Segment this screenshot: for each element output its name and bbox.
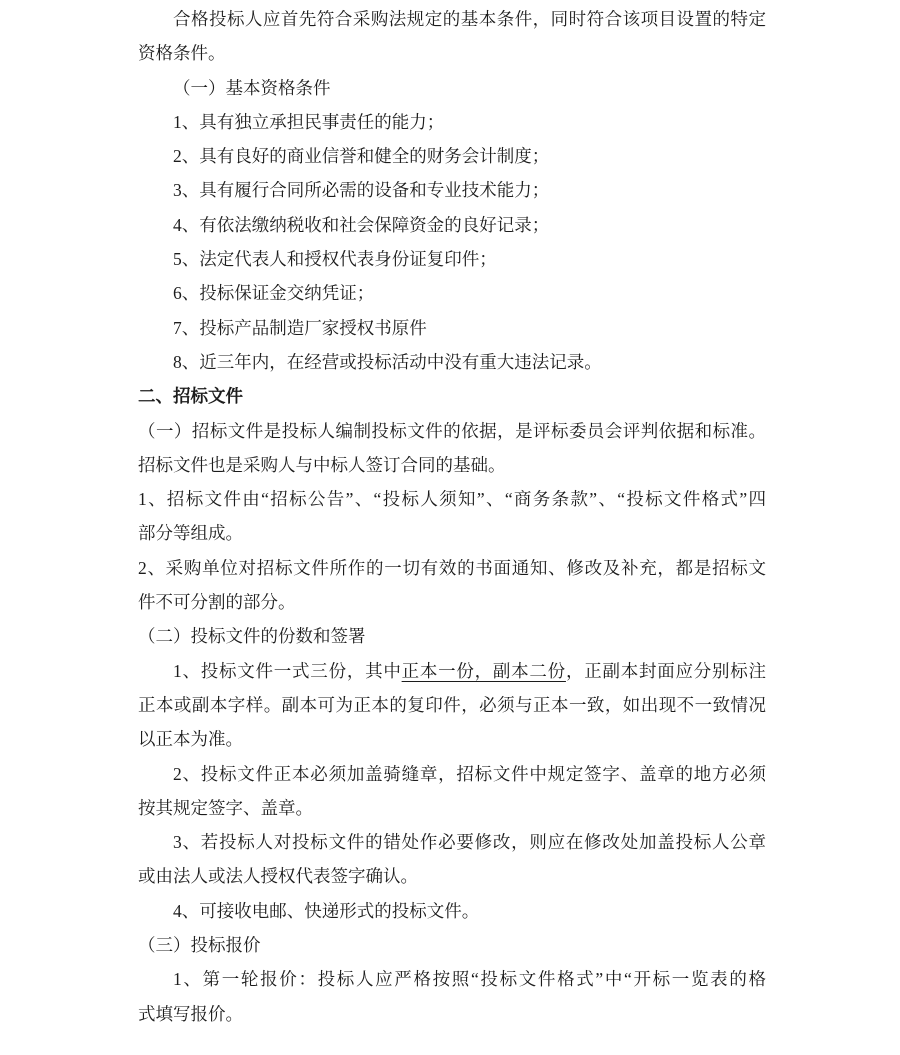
paragraph (138, 71, 766, 105)
text-run: 部分等组成。 (138, 523, 243, 544)
text-run: 2、具有良好的商业信誉和健全的财务会计制度； (173, 146, 550, 167)
text-run: 2、采购单位对招标文件所作的一切有效的书面通知、修改及补充，都是招标文 (138, 557, 766, 578)
text-line (138, 654, 766, 688)
text-line (138, 311, 766, 345)
paragraph (138, 482, 766, 551)
underlined-text: 正本一份，副本二份 (401, 660, 566, 681)
text-line (138, 242, 766, 276)
text-line (138, 414, 766, 448)
paragraph (138, 105, 766, 139)
paragraph (138, 825, 766, 894)
paragraph (138, 414, 766, 483)
text-line (138, 859, 766, 893)
text-line (138, 894, 766, 928)
text-line (138, 139, 766, 173)
paragraph (138, 962, 766, 1031)
text-run: 式填写报价。 (138, 1003, 243, 1024)
paragraph (138, 311, 766, 345)
paragraph (138, 894, 766, 928)
text-line (138, 71, 766, 105)
section-heading (138, 379, 766, 413)
text-line (138, 619, 766, 653)
text-run: 7、投标产品制造厂家授权书原件 (173, 317, 427, 338)
text-line (138, 928, 766, 962)
paragraph (138, 139, 766, 173)
text-run: （二）投标文件的份数和签署 (138, 626, 366, 647)
text-line (138, 551, 766, 585)
paragraph (138, 276, 766, 310)
text-run: 二、招标文件 (138, 386, 243, 407)
text-line (138, 997, 766, 1031)
text-run: 3、具有履行合同所必需的设备和专业技术能力； (173, 180, 550, 201)
text-line (138, 208, 766, 242)
text-line (138, 2, 766, 36)
text-run: 3、若投标人对投标文件的错处作必要修改，则应在修改处加盖投标人公章 (173, 832, 766, 853)
text-run: 1、招标文件由“招标公告”、“投标人须知”、“商务条款”、“投标文件格式”四 (138, 489, 766, 510)
text-run: 以正本为准。 (138, 729, 243, 750)
text-run: 2、投标文件正本必须加盖骑缝章，招标文件中规定签字、盖章的地方必须 (173, 763, 766, 784)
text-run: 招标文件也是采购人与中标人签订合同的基础。 (138, 454, 506, 475)
text-run: 正本或副本字样。副本可为正本的复印件，必须与正本一致，如出现不一致情况 (138, 694, 766, 715)
text-run: 件不可分割的部分。 (138, 592, 296, 613)
text-run: 1、第一轮报价：投标人应严格按照“投标文件格式”中“开标一览表的格 (173, 969, 766, 990)
text-run: 1、具有独立承担民事责任的能力； (173, 111, 445, 132)
text-line (138, 379, 766, 413)
paragraph (138, 208, 766, 242)
text-line (138, 585, 766, 619)
text-line (138, 722, 766, 756)
text-run: 4、可接收电邮、快递形式的投标文件。 (173, 900, 480, 921)
text-line (138, 173, 766, 207)
text-line (138, 688, 766, 722)
text-run: 按其规定签字、盖章。 (138, 797, 313, 818)
text-line (138, 276, 766, 310)
text-line (138, 345, 766, 379)
text-run: （一）基本资格条件 (173, 77, 331, 98)
text-line (138, 448, 766, 482)
text-line (138, 757, 766, 791)
text-run: 5、法定代表人和授权代表身份证复印件； (173, 249, 497, 270)
text-line (138, 962, 766, 996)
paragraph (138, 2, 766, 71)
text-run: 8、近三年内，在经营或投标活动中没有重大违法记录。 (173, 351, 602, 372)
text-line (138, 825, 766, 859)
paragraph (138, 757, 766, 826)
text-run: （三）投标报价 (138, 935, 261, 956)
text-run: 资格条件。 (138, 43, 226, 64)
paragraph (138, 619, 766, 653)
text-line (138, 516, 766, 550)
text-run: ，正副本封面应分别标注 (565, 660, 767, 681)
text-run: 4、有依法缴纳税收和社会保障资金的良好记录； (173, 214, 550, 235)
paragraph (138, 551, 766, 620)
text-run: 6、投标保证金交纳凭证； (173, 283, 375, 304)
paragraph (138, 345, 766, 379)
text-line (138, 791, 766, 825)
text-run: 或由法人或法人授权代表签字确认。 (138, 866, 418, 887)
text-line (138, 36, 766, 70)
text-run: 1、投标文件一式三份，其中 (173, 660, 402, 681)
text-run: （一）招标文件是投标人编制投标文件的依据，是评标委员会评判依据和标准。 (138, 420, 766, 441)
text-run: 合格投标人应首先符合采购法规定的基本条件，同时符合该项目设置的特定 (173, 9, 766, 29)
paragraph (138, 173, 766, 207)
paragraph (138, 654, 766, 757)
text-line (138, 105, 766, 139)
text-line (138, 482, 766, 516)
paragraph (138, 928, 766, 962)
paragraph (138, 242, 766, 276)
